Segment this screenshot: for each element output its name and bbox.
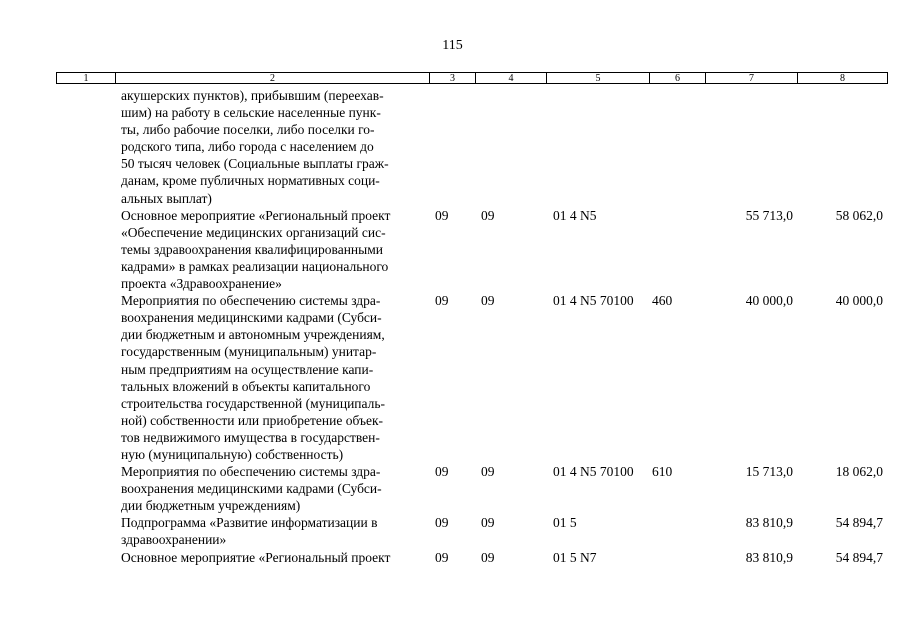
cell-sum-2: 58 062,0 — [835, 207, 883, 223]
name-line: альных выплат) — [121, 190, 212, 206]
name-line: шим) на работу в сельские населенные пунк- — [121, 105, 381, 121]
cell-name — [115, 549, 429, 566]
table-header — [56, 72, 888, 84]
cell-pr: 09 — [481, 515, 495, 531]
cell-name — [115, 463, 429, 514]
name-line: данам, кроме публичных нормативных соци- — [121, 173, 380, 189]
name-line: Подпрограмма «Развитие информатизации в — [121, 515, 378, 531]
name-line: государственным (муниципальным) унитар- — [121, 344, 377, 360]
name-line: воохранения медицинскими кадрами (Субси- — [121, 481, 382, 497]
cell-sum-1: 15 713,0 — [745, 464, 793, 480]
name-line: ную (муниципальную) собственность) — [121, 446, 344, 462]
name-line: акушерских пунктов), прибывшим (переехав- — [121, 88, 384, 103]
name-line: Мероприятия по обеспечению системы здра- — [121, 464, 381, 480]
cell-pr: 09 — [481, 464, 495, 480]
cell-vr: 460 — [652, 293, 673, 309]
cell-sum-1: 55 713,0 — [745, 207, 793, 223]
cell-csr: 01 5 N7 — [553, 549, 597, 565]
name-line: тов недвижимого имущества в государствен- — [121, 429, 380, 445]
name-line: кадрами» в рамках реализации национального — [121, 258, 389, 274]
name-line: «Обеспечение медицинских организаций сис- — [121, 224, 386, 240]
header-col-4: 4 — [476, 73, 547, 83]
name-line: темы здравоохранения квалифицированными — [121, 241, 383, 257]
cell-rz: 09 — [435, 549, 449, 565]
cell-sum-1: 40 000,0 — [745, 293, 793, 309]
cell-vr: 610 — [652, 464, 673, 480]
name-line: ной) собственности или приобретение объек- — [121, 412, 384, 428]
name-line: строительства государственной (муниципаль- — [121, 395, 386, 411]
cell-sum-1: 83 810,9 — [745, 515, 793, 531]
cell-sum-2: 40 000,0 — [835, 293, 883, 309]
cell-csr: 01 5 — [553, 515, 577, 531]
cell-name — [115, 292, 429, 463]
cell-sum-2: 54 894,7 — [835, 549, 883, 565]
name-line: здравоохранении» — [121, 532, 227, 548]
cell-sum-1: 83 810,9 — [745, 549, 793, 565]
name-line: тальных вложений в объекты капитального — [121, 378, 371, 394]
cell-csr: 01 4 N5 — [553, 207, 597, 223]
page-number: 115 — [442, 38, 463, 53]
cell-sum-2: 18 062,0 — [835, 464, 883, 480]
header-col-2: 2 — [116, 73, 430, 83]
table-row — [56, 549, 886, 566]
name-line: Мероприятия по обеспечению системы здра- — [121, 293, 381, 309]
cell-rz: 09 — [435, 515, 449, 531]
cell-pr: 09 — [481, 207, 495, 223]
name-line: ным предприятиям на осуществление капи- — [121, 361, 374, 377]
cell-pr: 09 — [481, 293, 495, 309]
name-line: воохранения медицинскими кадрами (Субси- — [121, 310, 382, 326]
table-row — [56, 87, 886, 207]
header-col-6: 6 — [650, 73, 706, 83]
name-line: 50 тысяч человек (Социальные выплаты граж- — [121, 156, 389, 172]
cell-rz: 09 — [435, 207, 449, 223]
header-col-8: 8 — [840, 73, 845, 84]
cell-name — [115, 207, 429, 292]
cell-csr: 01 4 N5 70100 — [553, 293, 634, 309]
name-line: родского типа, либо города с населением до — [121, 139, 374, 155]
table-body — [56, 87, 886, 566]
table-row — [56, 514, 886, 548]
header-col-5: 5 — [547, 73, 650, 83]
cell-sum-2: 54 894,7 — [835, 515, 883, 531]
cell-rz: 09 — [435, 293, 449, 309]
name-line: дии бюджетным учреждениям) — [121, 498, 301, 514]
cell-csr: 01 4 N5 70100 — [553, 464, 634, 480]
table-row — [56, 292, 886, 463]
name-line: Основное мероприятие «Региональный проект — [121, 549, 391, 565]
cell-name — [115, 87, 429, 207]
name-line: Основное мероприятие «Региональный проект — [121, 207, 391, 223]
name-line: дии бюджетным и автономным учреждениям, — [121, 327, 385, 343]
table-row — [56, 207, 886, 292]
table-row — [56, 463, 886, 514]
name-line: проекта «Здравоохранение» — [121, 276, 282, 292]
cell-rz: 09 — [435, 464, 449, 480]
header-col-7: 7 — [706, 73, 798, 83]
header-col-3: 3 — [430, 73, 476, 83]
cell-pr: 09 — [481, 549, 495, 565]
name-line: ты, либо рабочие поселки, либо поселки го- — [121, 122, 375, 138]
header-col-1: 1 — [57, 73, 116, 83]
cell-name — [115, 514, 429, 548]
